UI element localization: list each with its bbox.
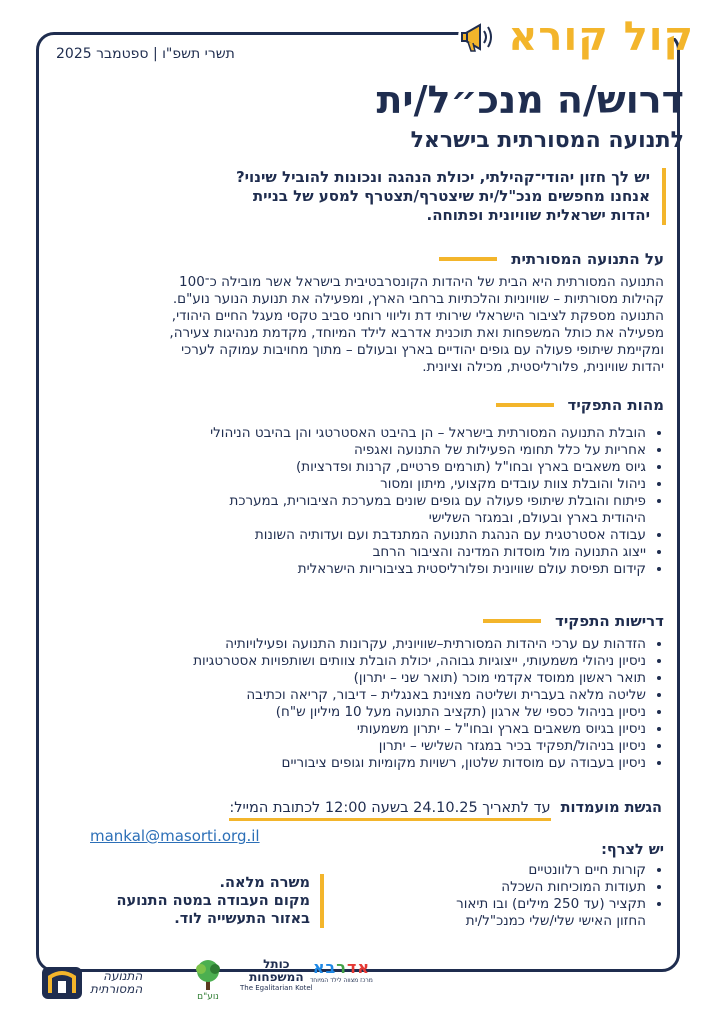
list-item: • ניסיון בגיוס משאבים בארץ ובחו"ל – יתרון משמעותי — [46, 721, 646, 738]
logo-text: קול קורא — [508, 14, 694, 60]
requirements-heading — [483, 612, 664, 630]
kol-kore-logo — [456, 14, 694, 60]
masorti-logo — [40, 958, 142, 1008]
heading-underline — [496, 403, 554, 407]
list-item: • ניסיון בניהול כספי של ארגון (תקציב התנועה מעל 10 מיליון ש"ח) — [46, 704, 646, 721]
list-item: • עבודה אסטרטגית עם הנהגת התנועה המתנדבת ועם ועדותיה השונות — [46, 527, 646, 544]
list-item: • תקציר (עד 250 מילים) ובו תיאור החזון האישי שלי/שלי כמנכ"ל/ית — [436, 896, 646, 930]
list-item: • ניסיון ניהולי משמעותי, ייצוגיות גבוהה, יכולת הובלת צוותים ושותפויות אסטרטגיות — [46, 653, 646, 670]
intro-line: אנחנו מחפשים מנכ"ל/ית שיצטרף/תצטרף למסע של בניית — [252, 187, 650, 205]
submission-deadline: עד לתאריך 24.10.25 בשעה 12:00 לכתובת המייל: — [229, 800, 550, 821]
kotel-logo — [240, 958, 313, 1008]
list-item: • גיוס משאבים בארץ ובחו"ל (תורמים פרטיים, קרנות ופדרציות) — [46, 459, 646, 476]
masorti-emblem-icon — [40, 963, 84, 1003]
adraba-logo: אדרבא מרכז מצווה לילד המיוחד — [310, 958, 373, 984]
role-heading-text: מהות התפקיד — [567, 396, 664, 414]
list-item: • פיתוח והובלת שיתופי פעולה עם גופים שונים במערכת הציבורית, במערכת היהודית בארץ ובעולם, ובמגזר השלישי — [46, 493, 646, 527]
attach-list — [436, 862, 664, 930]
about-line: התנועה המסורתית היא הבית של היהדות הקונסרבטיבית בישראל אשר מובילה כ־100 — [179, 274, 664, 290]
about-line: התנועה מספקת לציבור הישראלי שירותי דת וליווי רוחני סביב טקסי מעגל החיים היהודי, — [171, 308, 664, 324]
about-paragraph — [64, 274, 664, 376]
list-item: • ייצוג התנועה מול מוסדות המדינה והציבור הרחב — [46, 544, 646, 561]
job-details — [72, 874, 324, 928]
requirements-heading-text: דרישות התפקיד — [555, 612, 664, 630]
list-item: • אחריות על כלל תחומי הפעילות של התנועה ואגפיה — [46, 442, 646, 459]
kotel-logo-subtitle: The Egalitarian Kotel — [240, 984, 313, 992]
requirements-list — [46, 636, 664, 772]
about-line: מפעילה את כותל המשפחות ואת תוכנית אדרבא לילד המיוחד, מקדמת מנהיגות צעירה, — [169, 325, 664, 341]
submission-line — [229, 800, 662, 821]
about-line: יהדות שוויונית, פלורליסטית, מכילה וציונית. — [422, 359, 664, 375]
noam-logo-text: נוע"ם — [197, 992, 219, 1002]
list-item: • ניסיון בעבודה עם מוסדות שלטון, רשויות מקומיות וגופים ציבוריים — [46, 755, 646, 772]
adraba-logo-subtitle: מרכז מצווה לילד המיוחד — [310, 977, 373, 984]
page-title: דרוש/ה מנכ״ל/ית — [376, 78, 684, 122]
email-link[interactable]: mankal@masorti.org.il — [90, 827, 260, 845]
heading-underline — [439, 257, 497, 261]
heading-underline — [483, 619, 541, 623]
about-heading — [439, 250, 664, 268]
noam-logo — [190, 958, 226, 1008]
about-heading-text: על התנועה המסורתית — [511, 250, 664, 268]
list-item: • הזדהות עם ערכי היהדות המסורתית–שוויונית, עקרונות התנועה ופעילויותיה — [46, 636, 646, 653]
list-item: • הובלת התנועה המסורתית בישראל – הן בהיבט האסטרטגי והן בהיבט הניהולי — [46, 425, 646, 442]
list-item: • שליטה מלאה בעברית ושליטה מצוינת באנגלית – דיבור, קריאה וכתיבה — [46, 687, 646, 704]
list-item: • תואר ראשון ממוסד אקדמי מוכר (תואר שני – יתרון) — [46, 670, 646, 687]
masorti-logo-line: התנועה — [103, 969, 143, 983]
about-line: ומקיימת שיתופי פעולה עם גופים יהודיים בארץ ובעולם – מתוך מחויבות עמוקה לערכי — [181, 342, 664, 358]
about-line: קהילות מסורתיות – שוויוניות והלכתיות ברחבי הארץ, ומפעילה את תנועת הנוער נוע"ם. — [172, 291, 664, 307]
intro-block — [70, 168, 666, 225]
list-item: • ניסיון בניהול/תפקיד בכיר במגזר השלישי – יתרון — [46, 738, 646, 755]
job-line: באזור התעשייה לוד. — [174, 911, 310, 927]
job-line: מקום העבודה במטה התנועה — [116, 893, 310, 909]
page-subtitle: לתנועה המסורתית בישראל — [410, 128, 684, 153]
list-item: • תעודות המוכיחות השכלה — [436, 879, 646, 896]
list-item: • קידום תפיסת עולם שוויונית ופלורליסטית בציבוריות הישראלית — [46, 561, 646, 578]
list-item: • קורות חיים רלוונטיים — [436, 862, 646, 879]
kotel-logo-line: כותל — [263, 957, 290, 971]
intro-line: יהדות ישראלית שוויונית ופתוחה. — [426, 206, 650, 224]
masorti-logo-line: המסורתית — [90, 982, 143, 996]
list-item: • ניהול והובלת צוות עובדים מקצועי, מיתון ומסור — [46, 476, 646, 493]
megaphone-icon — [456, 15, 500, 59]
kotel-logo-line: המשפחות — [249, 970, 304, 984]
intro-line: יש לך חזון יהודי־קהילתי, יכולת הנהגה ונכונות להוביל שינוי? — [235, 168, 650, 186]
issue-date: תשרי תשפ"ו | ספטמבר 2025 — [56, 46, 235, 62]
tree-icon — [190, 958, 226, 992]
role-heading — [496, 396, 664, 414]
role-list — [46, 425, 664, 578]
job-line: משרה מלאה. — [219, 875, 310, 891]
submission-label: הגשת מועמדות — [560, 800, 662, 816]
footer-logos — [40, 958, 670, 1008]
attach-heading: יש לצרף: — [601, 842, 664, 858]
